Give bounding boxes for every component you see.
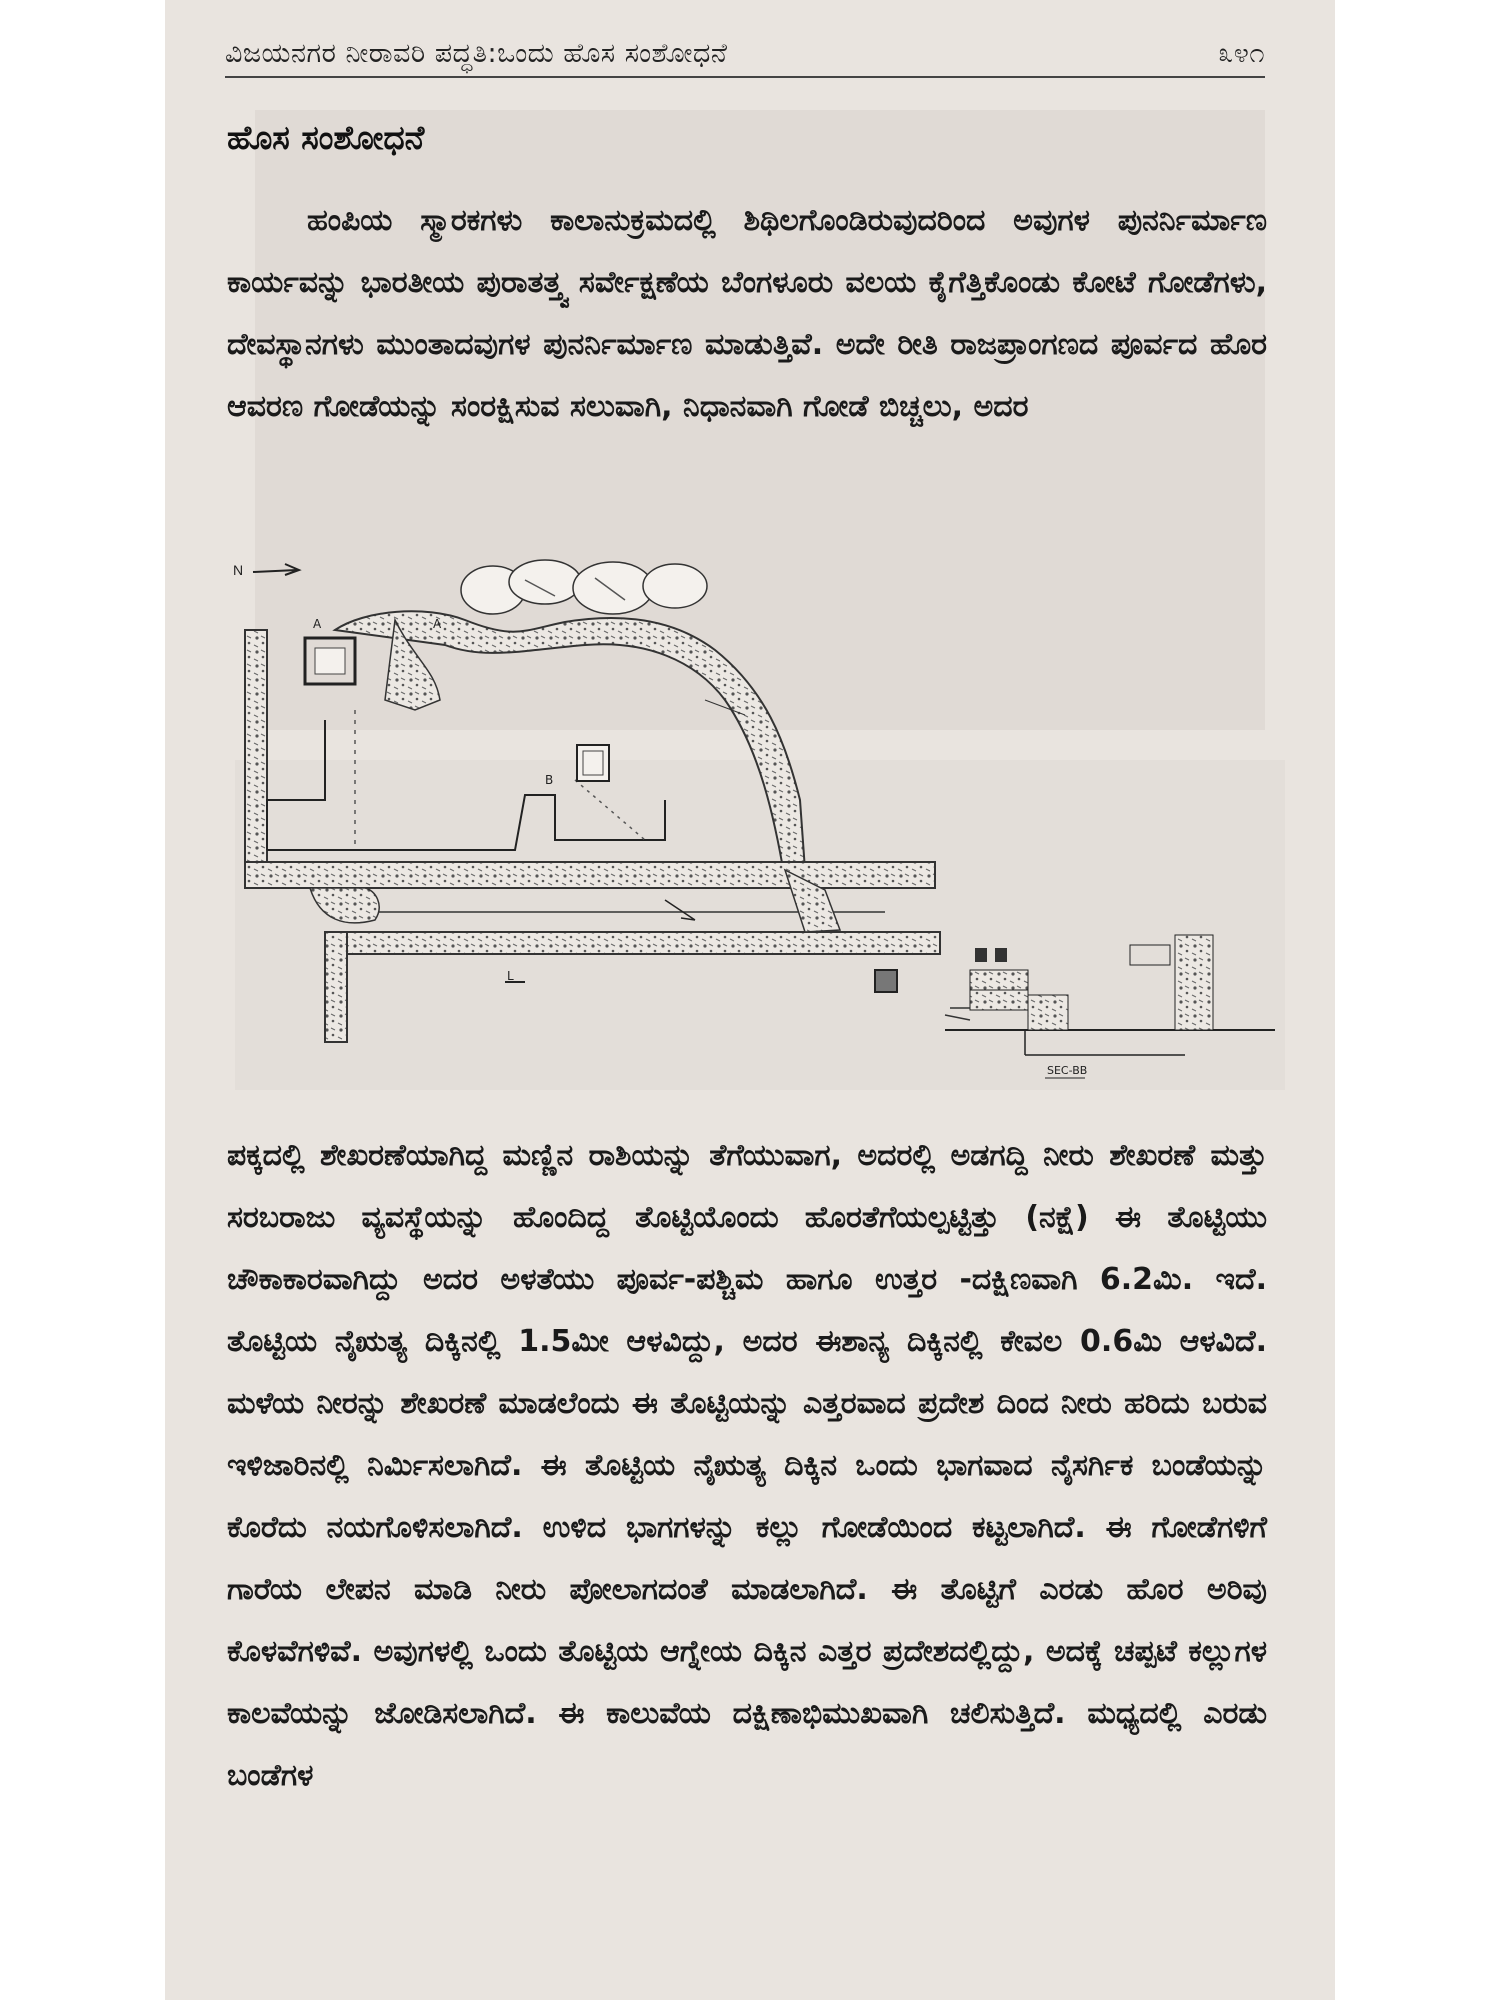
book-page — [165, 0, 1335, 2000]
tank-plan-figure — [225, 550, 1285, 1110]
tank-plan-drawing — [225, 550, 1285, 1110]
central-pillar — [577, 745, 609, 781]
marker-a-left: A — [313, 617, 322, 631]
marker-l: L — [507, 969, 514, 983]
channel-wall — [325, 932, 940, 954]
section-heading: ಹೊಸ ಸಂಶೋಧನೆ — [227, 118, 425, 157]
paragraph-2: ಪಕ್ಕದಲ್ಲಿ ಶೇಖರಣೆಯಾಗಿದ್ದ ಮಣ್ಣಿನ ರಾಶಿಯನ್ನು ತೆಗೆಯುವಾಗ, ಅದರಲ್ಲಿ ಅಡಗದ್ದಿ ನೀರು ಶೇಖರಣೆ ಮತ್ತು ಸರಬರಾಜು ವ್ಯವಸ್ಥೆಯನ್ನು ಹೊಂದಿದ್ದ ತೊಟ್ಟಿಯೊಂದು ಹೊರತೆಗೆಯಲ್ಪಟ್ಟಿತ್ತು (ನಕ್ಷೆ) ಈ ತೊಟ್ಟಿಯು ಚೌಕಾಕಾರವಾಗಿದ್ದು ಅದರ ಅಳತೆಯು ಪೂರ್ವ-ಪಶ್ಚಿಮ ಹಾಗೂ ಉತ್ತರ -ದಕ್ಷಿಣವಾಗಿ 6.2ಮಿ. ಇದೆ. ತೊಟ್ಟಿಯ ನೈಋತ್ಯ ದಿಕ್ಕಿನಲ್ಲಿ 1.5ಮೀ ಆಳವಿದ್ದು, ಅದರ ಈಶಾನ್ಯ ದಿಕ್ಕಿನಲ್ಲಿ ಕೇವಲ 0.6ಮಿ ಆಳವಿದೆ. ಮಳೆಯ ನೀರನ್ನು ಶೇಖರಣೆ ಮಾಡಲೆಂದು ಈ ತೊಟ್ಟಿಯನ್ನು ಎತ್ತರವಾದ ಪ್ರದೇಶ ದಿಂದ ನೀರು ಹರಿದು ಬರುವ ಇಳಿಜಾರಿನಲ್ಲಿ ನಿರ್ಮಿಸಲಾಗಿದೆ. ಈ ತೊಟ್ಟಿಯ ನೈಋತ್ಯ ದಿಕ್ಕಿನ ಒಂದು ಭಾಗವಾದ ನೈಸರ್ಗಿಕ ಬಂಡೆಯನ್ನು ಕೊರೆದು ನಯಗೊಳಿಸಲಾಗಿದೆ. ಉಳಿದ ಭಾಗಗಳನ್ನು ಕಲ್ಲು ಗೋಡೆಯಿಂದ ಕಟ್ಟಲಾಗಿದೆ. ಈ ಗೋಡೆಗಳಿಗೆ ಗಾರೆಯ ಲೇಪನ ಮಾಡಿ ನೀರು ಪೋಲಾಗದಂತೆ ಮಾಡಲಾಗಿದೆ. ಈ ತೊಟ್ಟಿಗೆ ಎರಡು ಹೊರ ಅರಿವು ಕೊಳವೆಗಳಿವೆ. ಅವುಗಳಲ್ಲಿ ಒಂದು ತೊಟ್ಟಿಯ ಆಗ್ನೇಯ ದಿಕ್ಕಿನ ಎತ್ತರ ಪ್ರದೇಶದಲ್ಲಿದ್ದು, ಅದಕ್ಕೆ ಚಪ್ಪಟೆ ಕಲ್ಲುಗಳ ಕಾಲವೆಯನ್ನು ಜೋಡಿಸಲಾಗಿದೆ. ಈ ಕಾಲುವೆಯ ದಕ್ಷಿಣಾಭಿಮುಖವಾಗಿ ಚಲಿಸುತ್ತಿದೆ. ಮಧ್ಯದಲ್ಲಿ ಎರಡು ಬಂಡೆಗಳ — [227, 1138, 1267, 1793]
north-label: N — [233, 562, 244, 578]
tank-inner-outline — [267, 720, 665, 850]
outlet-square — [875, 970, 897, 992]
marker-a-right: A — [433, 617, 442, 631]
page-number: ೩೪೧ — [1218, 38, 1265, 69]
paragraph-1: ಹಂಪಿಯ ಸ್ಮಾರಕಗಳು ಕಾಲಾನುಕ್ರಮದಲ್ಲಿ ಶಿಥಿಲಗೊಂಡಿರುವುದರಿಂದ ಅವುಗಳ ಪುನರ್ನಿರ್ಮಾಣ ಕಾರ್ಯವನ್ನು ಭಾರತೀಯ ಪುರಾತತ್ತ್ವ ಸರ್ವೇಕ್ಷಣೆಯ ಬೆಂಗಳೂರು ವಲಯ ಕೈಗೆತ್ತಿಕೊಂಡು ಕೋಟೆ ಗೋಡೆಗಳು, ದೇವಸ್ಥಾನಗಳು ಮುಂತಾದವುಗಳ ಪುನರ್ನಿರ್ಮಾಣ ಮಾಡುತ್ತಿವೆ. ಅದೇ ರೀತಿ ರಾಜಪ್ರಾಂಗಣದ ಪೂರ್ವದ ಹೊರ ಆವರಣ ಗೋಡೆಯನ್ನು ಸಂರಕ್ಷಿಸುವ ಸಲುವಾಗಿ, ನಿಧಾನವಾಗಿ ಗೋಡೆ ಬಿಚ್ಚಲು, ಅದರ — [227, 203, 1267, 424]
running-head — [225, 38, 1265, 78]
marker-b: B — [545, 773, 554, 787]
channel-drop — [325, 932, 347, 1042]
section-bb-drawing — [945, 935, 1275, 1078]
north-arrow-icon — [253, 564, 299, 575]
section-label: SEC-BB — [1047, 1064, 1088, 1077]
north-wall — [245, 862, 935, 888]
boulders — [461, 560, 707, 614]
west-wall — [245, 630, 267, 875]
running-head-title: ವಿಜಯನಗರ ನೀರಾವರಿ ಪದ್ಧತಿ:ಒಂದು ಹೊಸ ಸಂಶೋಧನೆ — [225, 38, 728, 69]
